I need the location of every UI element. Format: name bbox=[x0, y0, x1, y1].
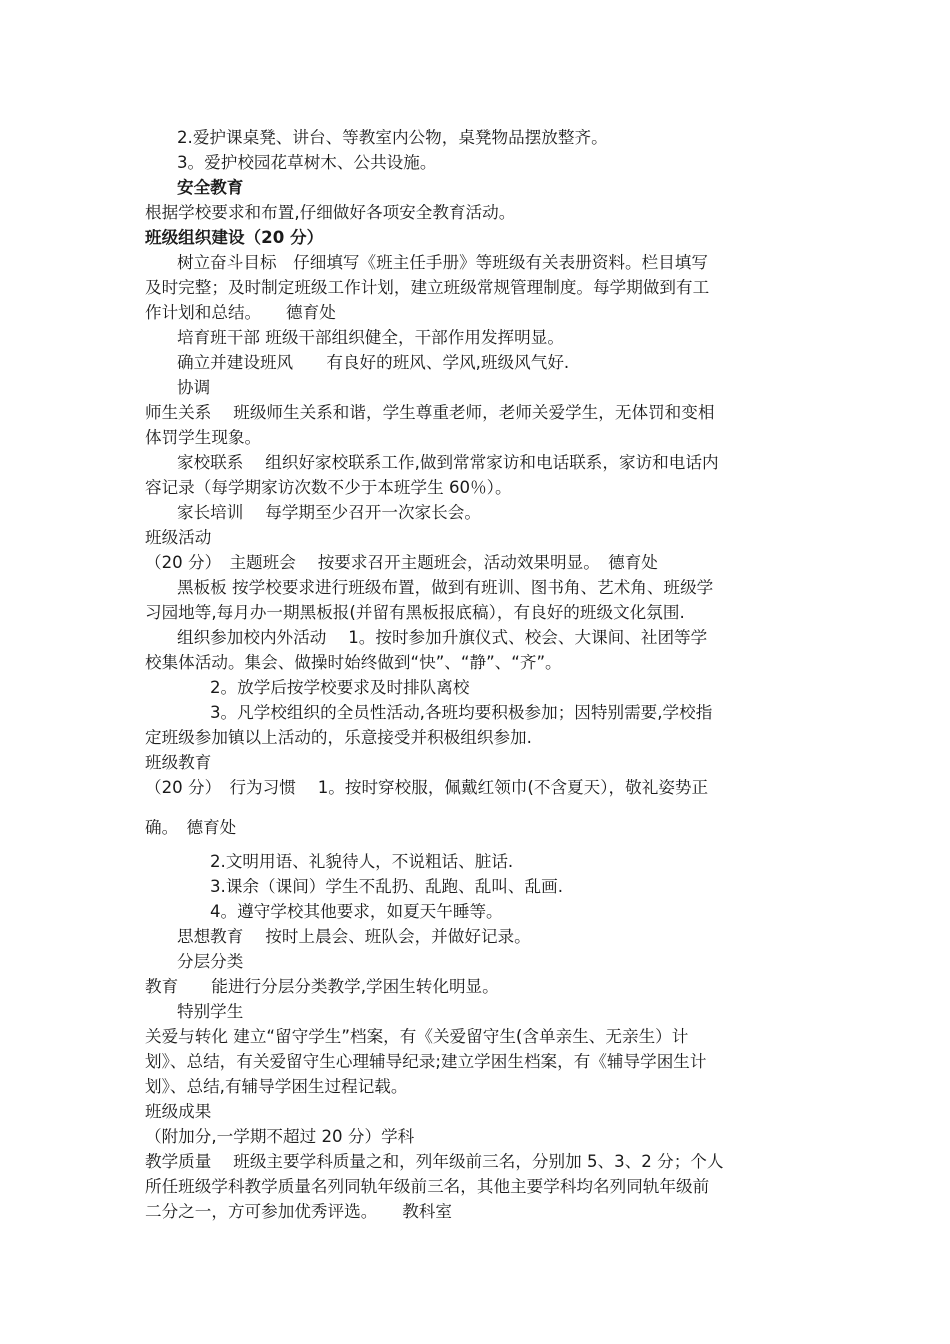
text-line: 组织参加校内外活动 1。按时参加升旗仪式、校会、大课间、社团等学 bbox=[177, 628, 708, 647]
text-line: 3。爱护校园花草树木、公共设施。 bbox=[177, 153, 437, 172]
text-line: 及时完整；及时制定班级工作计划，建立班级常规管理制度。每学期做到有工 bbox=[145, 278, 710, 297]
text-line: 3。凡学校组织的全员性活动,各班均要积极参加；因特别需要,学校指 bbox=[210, 703, 713, 722]
text-line: 3.课余（课间）学生不乱扔、乱跑、乱叫、乱画. bbox=[210, 877, 563, 896]
text-line: 树立奋斗目标 仔细填写《班主任手册》等班级有关表册资料。栏目填写 bbox=[177, 253, 708, 272]
text-line: 4。遵守学校其他要求，如夏天午睡等。 bbox=[210, 902, 503, 921]
text-line: 体罚学生现象。 bbox=[145, 428, 262, 447]
text-line: （附加分,一学期不超过 20 分）学科 bbox=[145, 1127, 415, 1146]
text-line: 协调 bbox=[177, 378, 211, 397]
text-line: 教育 能进行分层分类教学,学困生转化明显。 bbox=[145, 977, 499, 996]
text-line: 2.文明用语、礼貌待人，不说粗话、脏话. bbox=[210, 852, 514, 871]
text-line: 2。放学后按学校要求及时排队离校 bbox=[210, 678, 470, 697]
text-line: 确立并建设班风 有良好的班风、学风,班级风气好. bbox=[177, 353, 570, 372]
text-line: 家校联系 组织好家校联系工作,做到常常家访和电话联系，家访和电话内 bbox=[177, 453, 719, 472]
text-line: 二分之一，方可参加优秀评选。 教科室 bbox=[145, 1202, 452, 1221]
text-line: 关爱与转化 建立“留守学生”档案，有《关爱留守生(含单亲生、无亲生）计 bbox=[145, 1027, 689, 1046]
text-line: 作计划和总结。 德育处 bbox=[145, 303, 336, 322]
text-line: （20 分） 行为习惯 1。按时穿校服，佩戴红领巾(不含夏天），敬礼姿势正 bbox=[145, 778, 709, 797]
text-line: 2.爱护课桌凳、讲台、等教室内公物，桌凳物品摆放整齐。 bbox=[177, 128, 608, 147]
text-line: （20 分） 主题班会 按要求召开主题班会，活动效果明显。 德育处 bbox=[145, 553, 658, 572]
section-heading: 安全教育 bbox=[177, 178, 244, 197]
text-line: 习园地等,每月办一期黑板报(并留有黑板报底稿），有良好的班级文化氛围. bbox=[145, 603, 685, 622]
text-line: 班级教育 bbox=[145, 753, 212, 772]
section-heading: 班级组织建设（20 分） bbox=[145, 228, 324, 247]
text-line: 班级活动 bbox=[145, 528, 212, 547]
text-line: 培育班干部 班级干部组织健全，干部作用发挥明显。 bbox=[177, 328, 564, 347]
text-line: 师生关系 班级师生关系和谐，学生尊重老师，老师关爱学生，无体罚和变相 bbox=[145, 403, 715, 422]
text-line: 分层分类 bbox=[177, 952, 244, 971]
text-line: 容记录（每学期家访次数不少于本班学生 60％）。 bbox=[145, 478, 512, 497]
text-line: 家长培训 每学期至少召开一次家长会。 bbox=[177, 503, 481, 522]
text-line: 根据学校要求和布置,仔细做好各项安全教育活动。 bbox=[145, 203, 516, 222]
text-line: 班级成果 bbox=[145, 1102, 212, 1121]
text-line: 思想教育 按时上晨会、班队会，并做好记录。 bbox=[177, 927, 531, 946]
text-line: 黑板板 按学校要求进行班级布置，做到有班训、图书角、艺术角、班级学 bbox=[177, 578, 714, 597]
text-line: 教学质量 班级主要学科质量之和，列年级前三名，分别加 5、3、2 分；个人 bbox=[145, 1152, 724, 1171]
text-line: 校集体活动。集会、做操时始终做到“快”、“静”、“齐”。 bbox=[145, 653, 562, 672]
text-line: 划》、总结,有辅导学困生过程记载。 bbox=[145, 1077, 408, 1096]
text-line: 划》、总结，有关爱留守生心理辅导纪录;建立学困生档案，有《辅导学困生计 bbox=[145, 1052, 707, 1071]
text-line: 定班级参加镇以上活动的，乐意接受并积极组织参加. bbox=[145, 728, 532, 747]
text-line: 特别学生 bbox=[177, 1002, 244, 1021]
text-line: 确。 德育处 bbox=[145, 818, 237, 837]
text-line: 所任班级学科教学质量名列同轨年级前三名，其他主要学科均名列同轨年级前 bbox=[145, 1177, 710, 1196]
